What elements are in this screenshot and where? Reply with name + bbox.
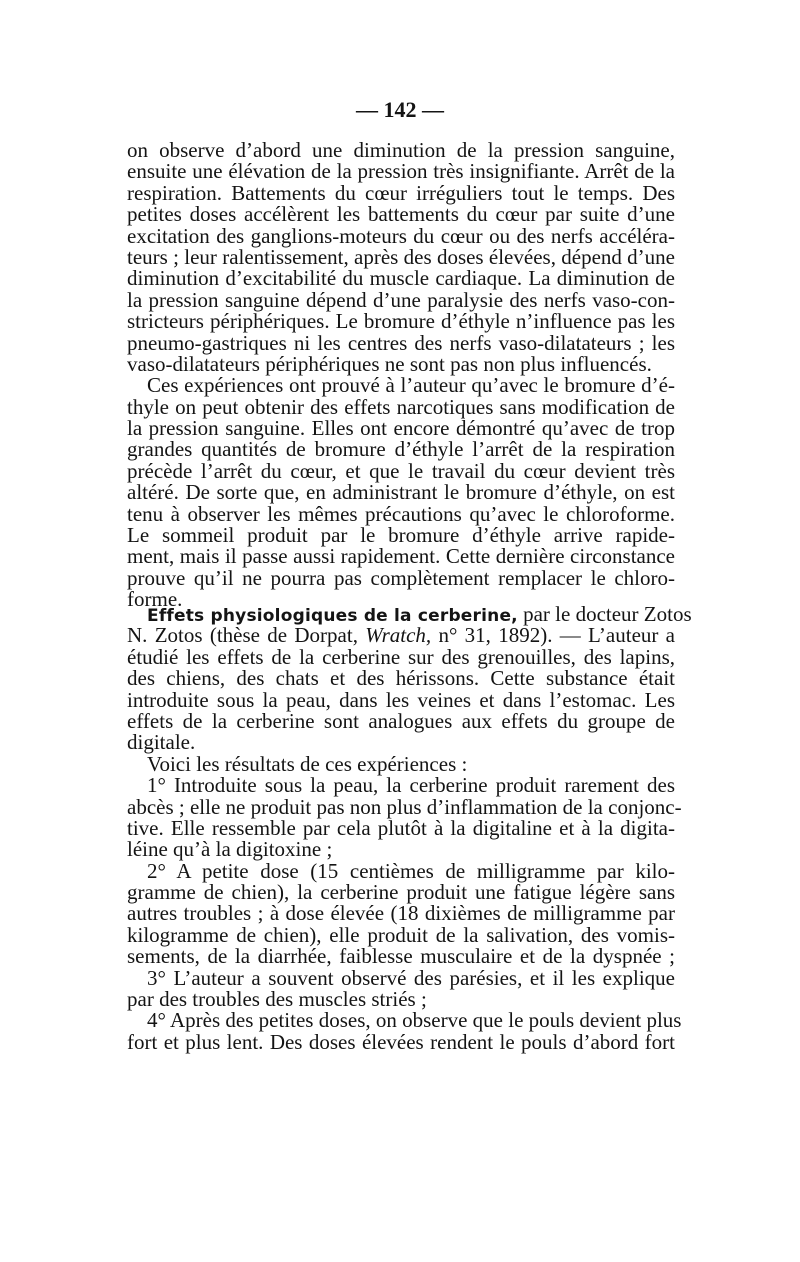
text-line: petites doses accélèrent les battements du cœur par suite d’une — [127, 202, 675, 227]
text-line: 4° Après des petites doses, on observe que le pouls devient plus — [147, 1008, 682, 1033]
text-line: thyle on peut obtenir des effets narcotiques sans modification de — [127, 394, 675, 419]
text-line: kilogramme de chien), elle produit de la salivation, des vomis- — [127, 922, 675, 947]
paragraph-results-intro — [127, 751, 675, 776]
text-line: gramme de chien), la cerberine produit une fatigue légère sans — [127, 880, 675, 905]
text-line: stricteurs périphériques. Le bromure d’éthyle n’influence pas les — [127, 309, 675, 334]
paragraph-1 — [127, 140, 675, 375]
text-line: 2° A petite dose (15 centièmes de milligramme par kilo- — [147, 858, 675, 883]
text-block-top — [127, 140, 675, 611]
section-heading-line — [127, 602, 692, 626]
paragraph-section-heading — [127, 602, 692, 755]
text-line: teurs ; leur ralentissement, après des doses élevées, dépend d’une — [127, 244, 675, 269]
text-line: précède l’arrêt du cœur, et que le travail du cœur devient très — [127, 458, 675, 483]
section-heading: Effets physiologiques de la cerberine, — [147, 606, 518, 626]
text-line: grandes quantités de bromure d’éthyle l’arrêt de la respiration — [127, 437, 675, 462]
citation-number: n° 31, 1892). — L’auteur a — [431, 623, 676, 648]
page-number: — 142 — — [356, 97, 444, 122]
text-line: la pression sanguine. Elles ont encore démontré qu’avec de trop — [127, 416, 675, 441]
text-line: sements, de la diarrhée, faiblesse musculaire et de la dyspnée ; — [127, 944, 675, 969]
citation-thesis: N. Zotos (thèse de Dorpat, — [127, 623, 366, 648]
text-line: par des troubles des muscles striés ; — [127, 987, 427, 1012]
text-line: respiration. Battements du cœur irréguliers tout le temps. Des — [127, 180, 675, 205]
text-line: léine qu’à la digitoxine ; — [127, 837, 333, 862]
section-heading-author: par le docteur Zotos — [517, 602, 692, 626]
text-line: vaso-dilatateurs périphériques ne sont pas non plus influencés. — [127, 351, 652, 376]
text-line: forme. — [127, 587, 183, 612]
list-item-1 — [127, 773, 682, 862]
text-line: Ces expériences ont prouvé à l’auteur qu’avec le bromure d’é- — [147, 373, 675, 398]
text-block-section — [127, 602, 692, 1054]
list-item-3 — [127, 965, 675, 1012]
text-line: diminution d’excitabilité du muscle cardiaque. La diminution de — [127, 266, 675, 291]
text-line: des chiens, des chats et des hérissons. Cette substance était — [127, 666, 675, 691]
list-item-2 — [127, 858, 675, 969]
text-line: altéré. De sorte que, en administrant le bromure d’éthyle, on est — [127, 480, 675, 505]
text-line: étudié les effets de la cerberine sur des grenouilles, des lapins, — [127, 644, 675, 669]
text-line: on observe d’abord une diminution de la pression sanguine, — [127, 138, 675, 162]
list-item-4 — [127, 1008, 682, 1054]
text-line: ment, mais il passe aussi rapidement. Cette dernière circonstance — [127, 544, 675, 569]
text-line: prouve qu’il ne pourra pas complètement remplacer le chloro- — [127, 565, 675, 590]
citation-line — [127, 625, 675, 646]
text-line: Le sommeil produit par le bromure d’éthyle arrive rapide- — [127, 523, 675, 548]
text-line: fort et plus lent. Des doses élevées rendent le pouls d’abord fort — [127, 1029, 675, 1054]
text-line: digitale. — [127, 730, 196, 755]
text-line: introduite sous la peau, dans les veines et dans l’estomac. Les — [127, 687, 675, 712]
text-line: pneumo-gastriques ni les centres des nerfs vaso-dilatateurs ; les — [127, 330, 675, 355]
text-line: ensuite une élévation de la pression très insignifiante. Arrêt de la — [127, 159, 675, 184]
citation-journal: Wratch, — [365, 623, 432, 648]
text-line: effets de la cerberine sont analogues aux effets du groupe de — [127, 708, 675, 733]
text-line: la pression sanguine dépend d’une paralysie des nerfs vaso-con- — [127, 287, 675, 312]
paragraph-2 — [127, 375, 675, 610]
text-line: Voici les résultats de ces expériences : — [147, 751, 468, 776]
text-line: 3° L’auteur a souvent observé des parésies, et il les explique — [147, 965, 675, 990]
text-line: autres troubles ; à dose élevée (18 dixièmes de milligramme par — [127, 901, 675, 926]
text-line: excitation des ganglions-moteurs du cœur ou des nerfs accéléra- — [127, 223, 675, 248]
text-line: tive. Elle ressemble par cela plutôt à la digitaline et à la digita- — [127, 815, 675, 840]
text-line: 1° Introduite sous la peau, la cerberine produit rarement des — [147, 773, 675, 798]
text-line: tenu à observer les mêmes précautions qu’avec le chloroforme. — [127, 501, 675, 526]
text-line: abcès ; elle ne produit pas non plus d’inflammation de la conjonc- — [127, 794, 682, 819]
